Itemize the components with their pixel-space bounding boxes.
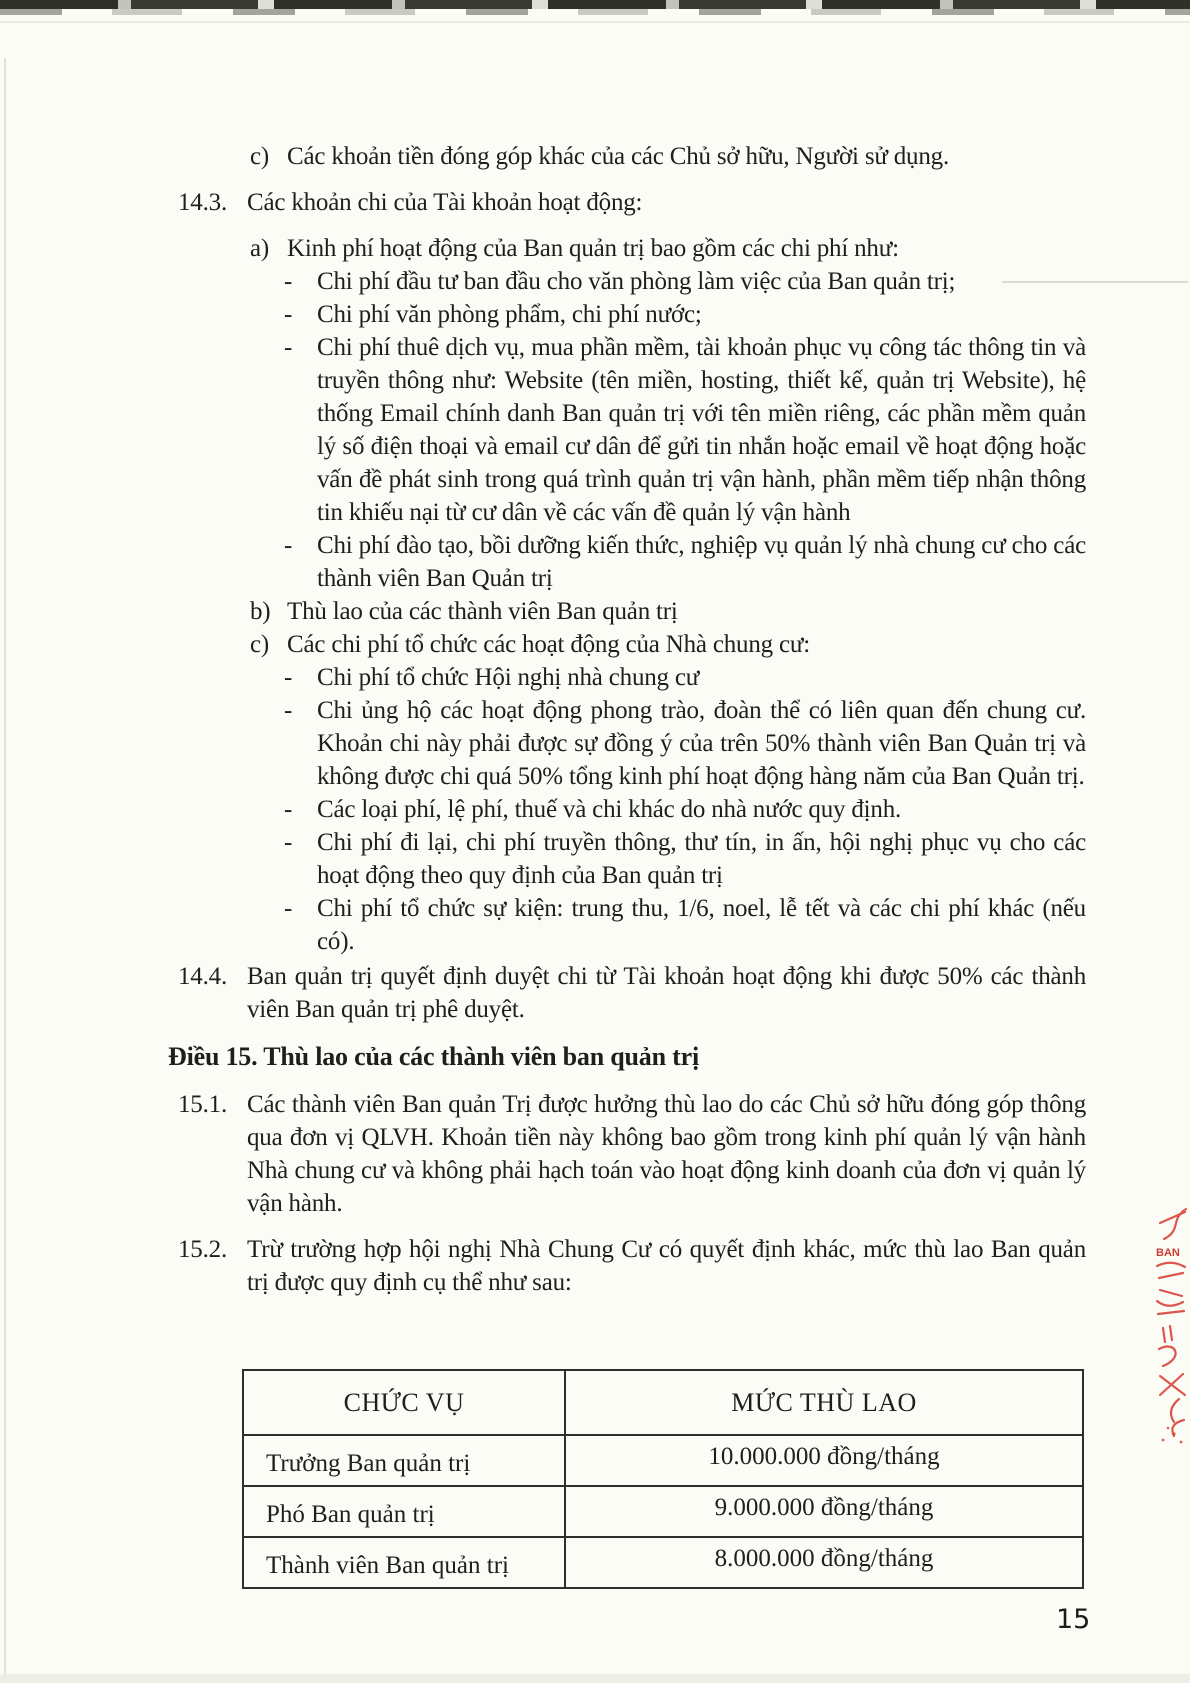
dash-text: Chi phí đào tạo, bồi dưỡng kiến thức, nghiệp vụ quản lý nhà chung cư cho các thành viên Ban Quản trị [317,532,1086,592]
scan-artifact-top-line [0,21,1190,23]
list-item-c [178,628,1086,661]
dash-marker: - [284,532,293,559]
dash-marker: - [284,895,293,922]
clause-text: Trừ trường hợp hội nghị Nhà Chung Cư có quyết định khác, mức thù lao Ban quản trị được quy định cụ thể như sau: [247,1236,1086,1296]
red-stamp-fragment [1154,1206,1190,1446]
list-item-a [178,232,1086,265]
clause-number: 15.1. [178,1091,228,1118]
scan-artifact-left-edge [4,58,6,1678]
dash-item [178,826,1086,892]
dash-item [178,331,1086,529]
clause-number: 15.2. [178,1236,228,1263]
table-cell-pay: 9.000.000 đồng/tháng [565,1486,1083,1537]
list-marker: a) [250,235,270,262]
stamp-text-fragment: BAN [1156,1247,1180,1259]
table-header-remuneration: MỨC THÙ LAO [565,1370,1083,1435]
dash-text: Chi phí thuê dịch vụ, mua phần mềm, tài khoản phục vụ công tác thông tin và truyền thông như: Website (tên miền, hosting, thiết kế, quản trị Website), hệ thống Email chính danh Ban quản trị với tên miền riêng, các phần mềm quản lý số điện thoại và email cư dân để gửi tin nhắn hoặc email về hoạt động hoặc vấn đề phát sinh trong quá trình quản trị vận hành, phần mềm tiếp nhận thông tin khiếu nại từ cư dân về các vấn đề quản lý vận hành [317,334,1086,526]
dash-item [178,661,1086,694]
clause-number: 14.4. [178,963,228,990]
clause-number: 14.3. [178,189,228,216]
list-item-b [178,595,1086,628]
list-text: Kinh phí hoạt động của Ban quản trị bao gồm các chi phí như: [287,235,899,262]
list-marker: c) [250,631,270,658]
dash-marker: - [284,796,293,823]
clause-15-1 [178,1088,1086,1220]
dash-item [178,529,1086,595]
dash-marker: - [284,268,293,295]
dash-marker: - [284,334,293,361]
list-marker: c) [250,143,270,170]
table-header-row [243,1370,1083,1435]
clause-15-2 [178,1233,1086,1299]
section-heading-dieu-15: Điều 15. Thù lao của các thành viên ban quản trị [168,1042,699,1071]
page-number: 15 [1056,1604,1091,1635]
dash-marker: - [284,664,293,691]
table-row [243,1537,1083,1588]
clause-text: Các khoản chi của Tài khoản hoạt động: [247,189,643,216]
scan-artifact-top-band [0,0,1190,9]
dash-marker: - [284,829,293,856]
scan-artifact-top-band-2 [0,9,1190,15]
clause-text: Các thành viên Ban quản Trị được hưởng thù lao do các Chủ sở hữu đóng góp thông qua đơn vị QLVH. Khoản tiền này không bao gồm trong kinh phí quản lý vận hành Nhà chung cư và không phải hạch toán vào hoạt động kinh doanh của đơn vị quản lý vận hành. [247,1091,1086,1217]
dash-item [178,298,1086,331]
document-body [168,140,1086,1299]
table-cell-role: Phó Ban quản trị [243,1486,565,1537]
clause-14-4 [178,960,1086,1026]
dash-text: Các loại phí, lệ phí, thuế và chi khác do nhà nước quy định. [317,796,902,823]
list-marker: b) [250,598,271,625]
list-text: Các chi phí tổ chức các hoạt động của Nhà chung cư: [287,631,810,658]
dash-marker: - [284,697,293,724]
remuneration-table [242,1369,1084,1589]
dash-text: Chi phí văn phòng phẩm, chi phí nước; [317,301,702,328]
table-cell-role: Thành viên Ban quản trị [243,1537,565,1588]
dash-text: Chi phí đầu tư ban đầu cho văn phòng làm việc của Ban quản trị; [317,268,956,295]
table-cell-pay: 10.000.000 đồng/tháng [565,1435,1083,1486]
clause-text: Ban quản trị quyết định duyệt chi từ Tài khoản hoạt động khi được 50% các thành viên Ban quản trị phê duyệt. [247,963,1086,1023]
dash-text: Chi phí tổ chức sự kiện: trung thu, 1/6, noel, lễ tết và các chi phí khác (nếu có). [317,895,1086,955]
scan-artifact-bottom-band [0,1674,1190,1683]
dash-text: Chi ủng hộ các hoạt động phong trào, đoàn thể có liên quan đến chung cư. Khoản chi này phải được sự đồng ý của trên 50% thành viên Ban Quản trị và không được chi quá 50% tổng kinh phí hoạt động hàng năm của Ban Quản trị. [317,697,1086,790]
table-header-position: CHỨC VỤ [243,1370,565,1435]
list-text: Các khoản tiền đóng góp khác của các Chủ sở hữu, Người sử dụng. [287,143,949,170]
table-cell-pay: 8.000.000 đồng/tháng [565,1537,1083,1588]
table-cell-role: Trưởng Ban quản trị [243,1435,565,1486]
list-text: Thù lao của các thành viên Ban quản trị [287,598,678,625]
dash-item [178,793,1086,826]
table-row [243,1435,1083,1486]
dash-item [178,892,1086,958]
dash-item [178,265,1086,298]
dash-marker: - [284,301,293,328]
clause-14-3 [178,186,1086,219]
dash-text: Chi phí đi lại, chi phí truyền thông, thư tín, in ấn, hội nghị phục vụ cho các hoạt động theo quy định của Ban quản trị [317,829,1086,889]
list-item-c-top [178,140,1086,173]
dash-item [178,694,1086,793]
dash-text: Chi phí tổ chức Hội nghị nhà chung cư [317,664,700,691]
table-row [243,1486,1083,1537]
